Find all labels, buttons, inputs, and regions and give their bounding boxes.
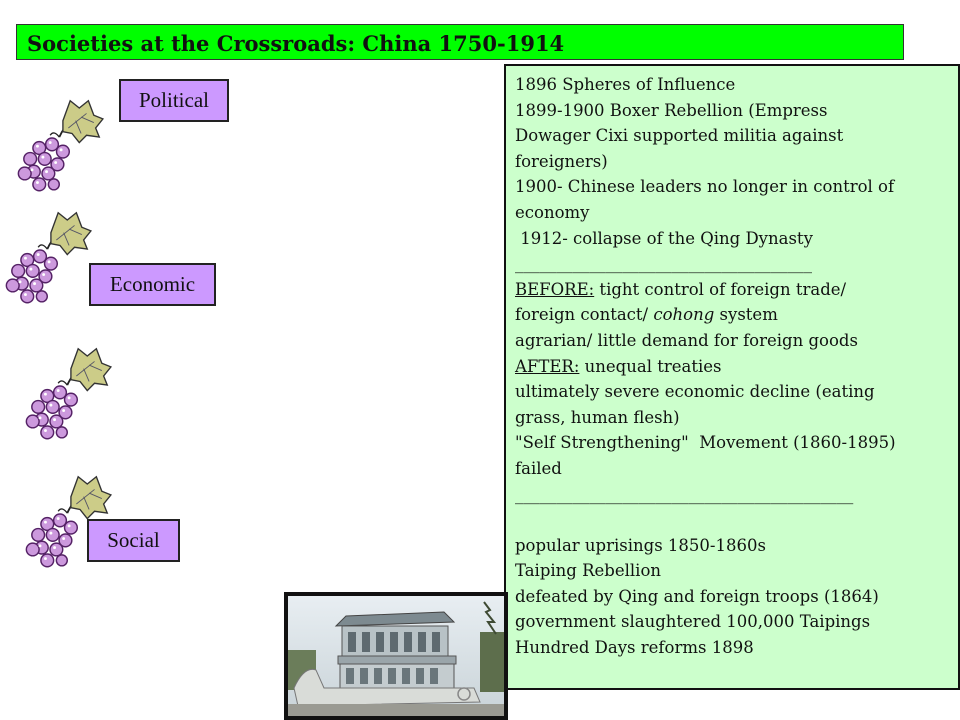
- after-text: unequal treaties: [579, 356, 722, 376]
- divider-line: _________________________________________: [515, 484, 854, 504]
- panel-line: 1912- collapse of the Qing Dynasty: [515, 228, 813, 248]
- panel-line: economy: [515, 202, 590, 222]
- panel-line: [515, 302, 950, 328]
- title-bar: [16, 24, 904, 60]
- panel-line: foreigners): [515, 151, 608, 171]
- grape-cluster-icon: [12, 88, 112, 208]
- panel-line: Hundred Days reforms 1898: [515, 638, 754, 658]
- label-social: Social: [87, 519, 180, 562]
- panel-line: 1900- Chinese leaders no longer in control of: [515, 177, 895, 197]
- after-label: AFTER:: [515, 356, 580, 376]
- label-economic: Economic: [89, 263, 216, 306]
- panel-line: grass, human flesh): [515, 407, 680, 427]
- panel-line: failed: [515, 458, 562, 478]
- panel-line: defeated by Qing and foreign troops (1864): [515, 586, 879, 606]
- panel-line: 1899-1900 Boxer Rebellion (Empress: [515, 100, 828, 120]
- panel-line: 1896 Spheres of Influence: [515, 75, 736, 94]
- panel-line: popular uprisings 1850-1860s: [515, 535, 766, 555]
- panel-line: government slaughtered 100,000 Taipings: [515, 612, 871, 632]
- slide-title: Societies at the Crossroads: China 1750-1914: [27, 31, 565, 56]
- panel-line: [515, 277, 950, 303]
- panel-line: agrarian/ little demand for foreign goods: [515, 330, 858, 350]
- before-text: tight control of foreign trade/: [594, 279, 847, 299]
- panel-line: "Self Strengthening" Movement (1860-1895): [515, 433, 896, 453]
- grape-cluster-icon: [20, 336, 120, 456]
- panel-line: Dowager Cixi supported militia against: [515, 126, 844, 146]
- before-label: BEFORE:: [515, 279, 595, 299]
- marble-boat-photo: [284, 592, 508, 720]
- panel-line: [515, 354, 950, 380]
- info-panel: [504, 64, 960, 690]
- grape-cluster-icon: [0, 200, 100, 320]
- foreign-contact-text: foreign contact/: [515, 305, 654, 325]
- blank-line: [515, 507, 950, 533]
- system-text: system: [714, 305, 778, 325]
- marble-boat-image: [284, 592, 508, 720]
- panel-line: ultimately severe economic decline (eating: [515, 382, 875, 402]
- cohong-term: cohong: [653, 305, 715, 325]
- divider-line: ____________________________________: [515, 254, 812, 274]
- panel-line: Taiping Rebellion: [515, 561, 662, 581]
- label-political: Political: [119, 79, 229, 122]
